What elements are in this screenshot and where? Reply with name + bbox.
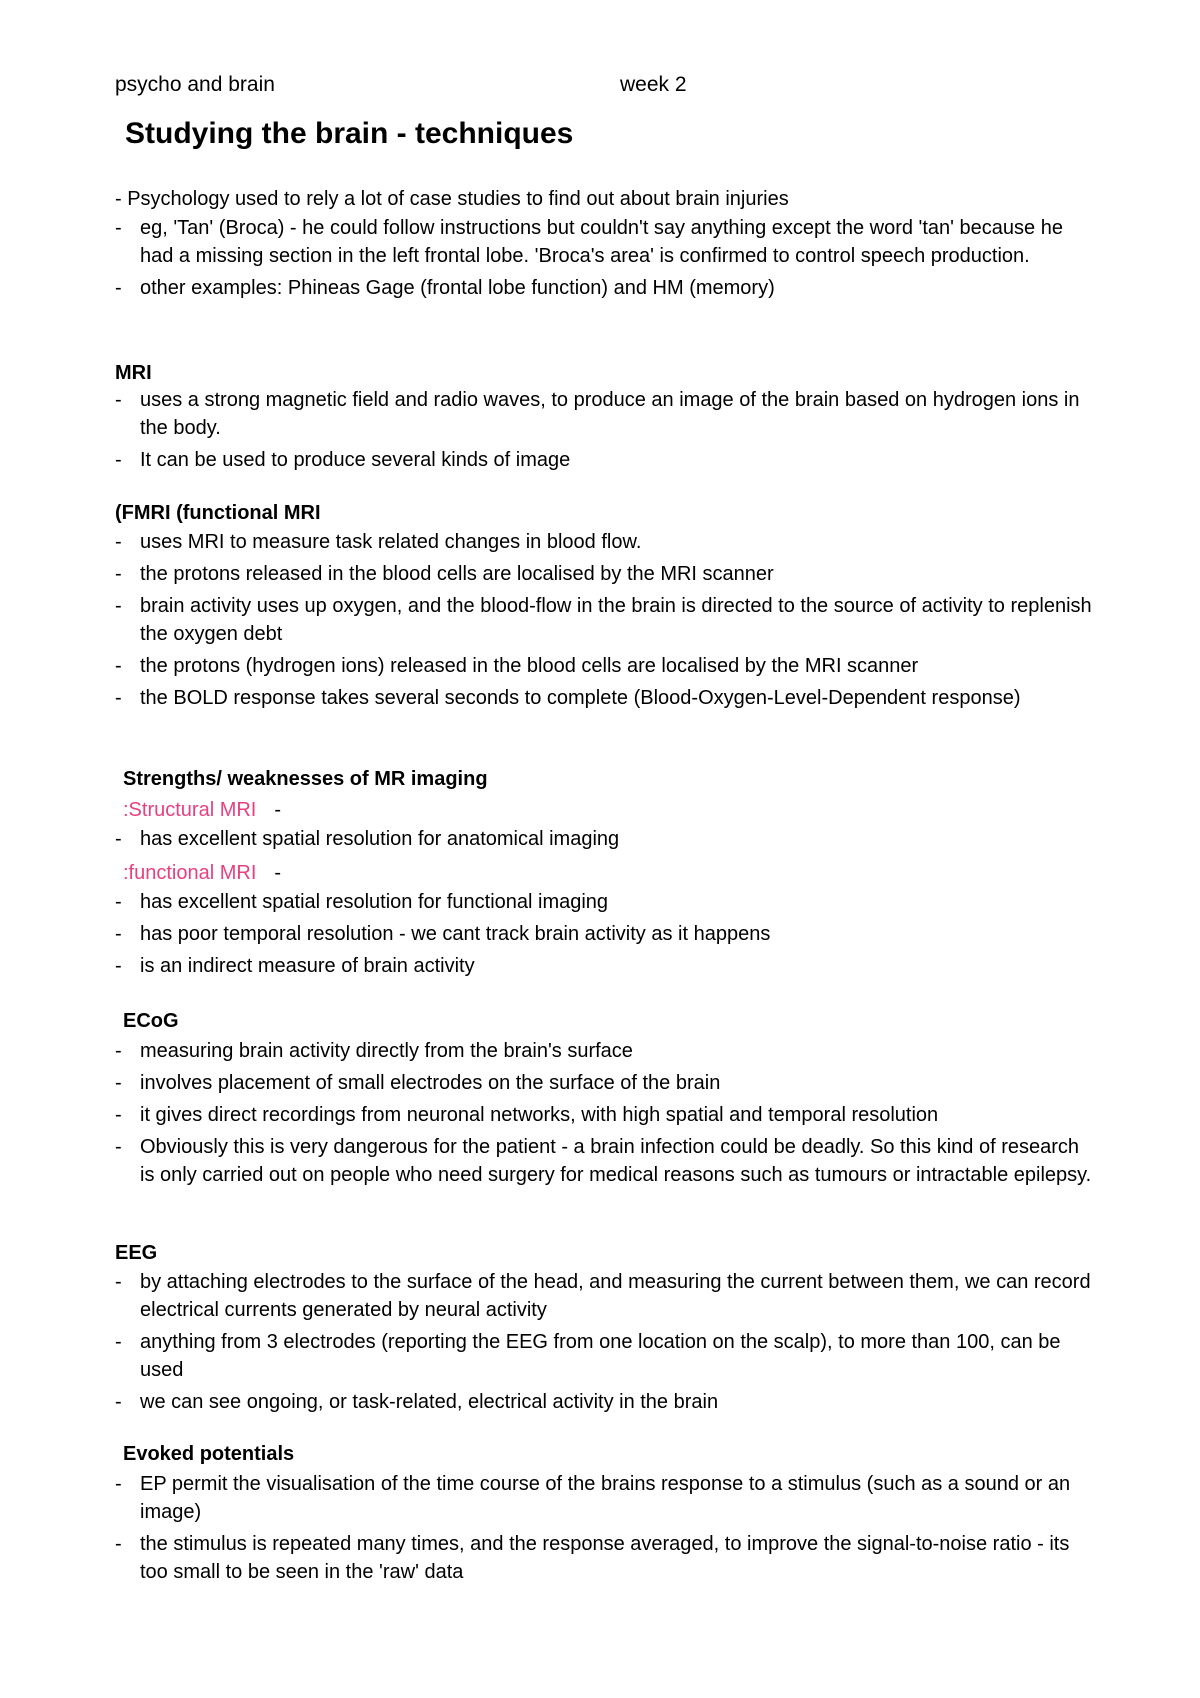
bullet-dash: - bbox=[115, 1104, 122, 1126]
bullet-dash: - bbox=[115, 277, 122, 299]
bullet-dash: - bbox=[115, 389, 122, 411]
list-item bbox=[115, 1037, 1095, 1065]
bullet-dash: - bbox=[115, 955, 122, 977]
list-item-text: Obviously this is very dangerous for the patient - a brain infection could be deadly. So this kind of research is only carried out on people who need surgery for medical reasons such as tumours or intractable epilepsy. bbox=[140, 1136, 1092, 1186]
list-item bbox=[115, 560, 1095, 588]
list-item-text: is an indirect measure of brain activity bbox=[140, 955, 475, 977]
eeg-bullets bbox=[115, 1268, 1095, 1416]
list-item-text: the protons released in the blood cells are localised by the MRI scanner bbox=[140, 563, 774, 585]
list-item bbox=[115, 1470, 1095, 1526]
bullet-dash: - bbox=[115, 217, 122, 239]
functional-mri-bullets bbox=[115, 888, 1095, 980]
bullet-dash: - bbox=[115, 1391, 122, 1413]
list-item-text: measuring brain activity directly from the brain's surface bbox=[140, 1040, 633, 1062]
bullet-dash: - bbox=[115, 828, 122, 850]
list-item bbox=[115, 1530, 1095, 1586]
evoked-potentials-bullets bbox=[115, 1470, 1095, 1586]
list-item bbox=[115, 888, 1095, 916]
functional-mri-dash: - bbox=[274, 862, 282, 884]
list-item bbox=[115, 825, 1095, 853]
list-item bbox=[115, 592, 1095, 648]
section-heading-fmri: (FMRI (functional MRI bbox=[115, 502, 321, 524]
list-item bbox=[115, 1328, 1095, 1384]
list-item-text: brain activity uses up oxygen, and the blood-flow in the brain is directed to the source of activity to replenish the oxygen debt bbox=[140, 595, 1092, 645]
header-week: week 2 bbox=[620, 73, 687, 96]
bullet-dash: - bbox=[115, 1271, 122, 1293]
list-item bbox=[115, 1133, 1095, 1189]
list-item-text: we can see ongoing, or task-related, electrical activity in the brain bbox=[140, 1391, 719, 1413]
list-item-text: eg, 'Tan' (Broca) - he could follow instructions but couldn't say anything except the word 'tan' because he had a missing section in the left frontal lobe. 'Broca's area' is confirmed to control speech production. bbox=[140, 217, 1063, 267]
bullet-dash: - bbox=[115, 449, 122, 471]
bullet-dash: - bbox=[115, 531, 122, 553]
list-item-text: by attaching electrodes to the surface of the head, and measuring the current between them, we can record electrical currents generated by neural activity bbox=[140, 1271, 1091, 1321]
list-item-text: uses MRI to measure task related changes in blood flow. bbox=[140, 531, 642, 553]
list-item bbox=[115, 952, 1095, 980]
bullet-dash: - bbox=[115, 1136, 122, 1158]
section-heading-strengths: Strengths/ weaknesses of MR imaging bbox=[123, 768, 488, 790]
list-item bbox=[115, 274, 1095, 302]
bullet-dash: - bbox=[115, 923, 122, 945]
structural-mri-bullets bbox=[115, 825, 1095, 853]
list-item bbox=[115, 446, 1095, 474]
list-item-text: it gives direct recordings from neuronal networks, with high spatial and temporal resolution bbox=[140, 1104, 939, 1126]
structural-mri-label-row bbox=[123, 797, 281, 823]
bullet-dash: - bbox=[115, 891, 122, 913]
intro-bullets bbox=[115, 214, 1095, 302]
bullet-dash: - bbox=[115, 563, 122, 585]
page-title: Studying the brain - techniques bbox=[125, 117, 574, 150]
section-heading-eeg: EEG bbox=[115, 1242, 158, 1264]
list-item-text: the stimulus is repeated many times, and the response averaged, to improve the signal-to-noise ratio - its too small to be seen in the 'raw' data bbox=[140, 1533, 1070, 1583]
list-item bbox=[115, 1388, 1095, 1416]
list-item bbox=[115, 386, 1095, 442]
list-item-text: uses a strong magnetic field and radio waves, to produce an image of the brain based on hydrogen ions in the body. bbox=[140, 389, 1080, 439]
list-item-text: anything from 3 electrodes (reporting the EEG from one location on the scalp), to more than 100, can be used bbox=[140, 1331, 1061, 1381]
section-heading-mri: MRI bbox=[115, 362, 152, 384]
bullet-dash: - bbox=[115, 1473, 122, 1495]
list-item bbox=[115, 528, 1095, 556]
structural-mri-label: :Structural MRI bbox=[123, 799, 257, 821]
bullet-dash: - bbox=[115, 655, 122, 677]
list-item bbox=[115, 214, 1095, 270]
list-item-text: has excellent spatial resolution for anatomical imaging bbox=[140, 828, 620, 850]
mri-bullets bbox=[115, 386, 1095, 474]
list-item-text: involves placement of small electrodes on the surface of the brain bbox=[140, 1072, 721, 1094]
list-item bbox=[115, 1101, 1095, 1129]
functional-mri-label-row bbox=[123, 860, 281, 886]
list-item bbox=[115, 1069, 1095, 1097]
list-item-text: has excellent spatial resolution for functional imaging bbox=[140, 891, 609, 913]
fmri-bullets bbox=[115, 528, 1095, 712]
list-item-text: It can be used to produce several kinds of image bbox=[140, 449, 571, 471]
list-item bbox=[115, 652, 1095, 680]
list-item bbox=[115, 1268, 1095, 1324]
header-course: psycho and brain bbox=[115, 73, 275, 96]
list-item bbox=[115, 684, 1095, 712]
list-item-text: has poor temporal resolution - we cant track brain activity as it happens bbox=[140, 923, 771, 945]
list-item-text: EP permit the visualisation of the time course of the brains response to a stimulus (such as a sound or an image) bbox=[140, 1473, 1071, 1523]
intro-line: - Psychology used to rely a lot of case studies to find out about brain injuries bbox=[115, 188, 789, 210]
ecog-bullets bbox=[115, 1037, 1095, 1189]
bullet-dash: - bbox=[115, 595, 122, 617]
bullet-dash: - bbox=[115, 1040, 122, 1062]
bullet-dash: - bbox=[115, 1072, 122, 1094]
functional-mri-label: :functional MRI bbox=[123, 862, 257, 884]
list-item-text: other examples: Phineas Gage (frontal lobe function) and HM (memory) bbox=[140, 277, 775, 299]
bullet-dash: - bbox=[115, 1331, 122, 1353]
section-heading-ecog: ECoG bbox=[123, 1010, 179, 1032]
list-item bbox=[115, 920, 1095, 948]
list-item-text: the BOLD response takes several seconds to complete (Blood-Oxygen-Level-Dependent response) bbox=[140, 687, 1021, 709]
bullet-dash: - bbox=[115, 1533, 122, 1555]
list-item-text: the protons (hydrogen ions) released in the blood cells are localised by the MRI scanner bbox=[140, 655, 919, 677]
bullet-dash: - bbox=[115, 687, 122, 709]
section-heading-evoked-potentials: Evoked potentials bbox=[123, 1443, 295, 1465]
structural-mri-dash: - bbox=[274, 799, 282, 821]
